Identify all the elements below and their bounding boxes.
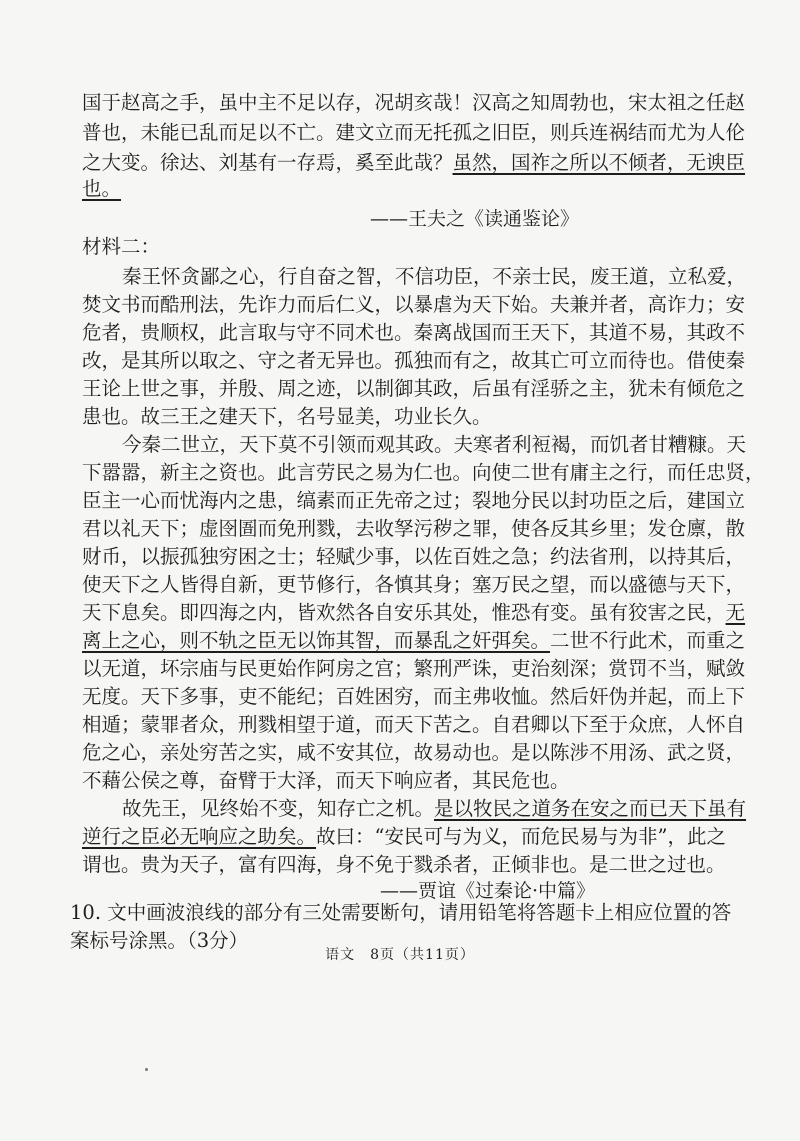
- wavy-underline-segment: 逆行之臣必无响应之助矣。: [82, 825, 317, 848]
- page-footer: 语文 8页（共11页）: [325, 947, 475, 963]
- wavy-underline-segment: 无: [725, 601, 746, 624]
- passage-2-line: 焚文书而酷刑法，先诈力而后仁义，以暴虐为天下始。夫兼并者，高诈力；安: [82, 293, 746, 316]
- passage-1-line: 普也，未能已乱而足以不亡。建文立而无托孤之旧臣，则兵连祸结而尤为人伦: [82, 121, 746, 144]
- passage-2-line: 君以礼天下；虚囹圄而免刑戮，去收孥污秽之罪，使各反其乡里；发仓廪，散: [82, 517, 746, 540]
- passage-2-line: 改，是其所以取之、守之者无异也。孤独而有之，故其亡可立而待也。借使秦: [82, 349, 746, 372]
- passage-2-line: 危者，贵顺权，此言取与守不同术也。秦离战国而王天下，其道不易，其政不: [82, 321, 746, 344]
- passage-2-line: 秦王怀贪鄙之心，行自奋之智，不信功臣，不亲士民，废王道，立私爱，: [122, 265, 747, 288]
- passage-2-line: [122, 796, 746, 822]
- passage-1-line: [82, 150, 745, 176]
- passage-2-line: 臣主一心而忧海内之患，缟素而正先帝之过；裂地分民以封功臣之后，建国立: [82, 489, 746, 512]
- wavy-underline-segment: 离上之心，则不轨之臣无以饰其智，而暴乱之奸弭矣。: [82, 629, 551, 652]
- wavy-underline-segment: 是以牧民之道务在安之而已天下虽有: [434, 797, 747, 820]
- passage-2-text: 故曰：“安民可与为义，而危民易与为非”，此之: [316, 825, 726, 848]
- passage-2-line: 今秦二世立，天下莫不引领而观其政。夫寒者利裋褐，而饥者甘糟糠。天: [122, 433, 747, 456]
- passage-2-text: 故先王，见终始不变，知存亡之机。: [122, 797, 435, 820]
- wavy-underline-segment: 虽然，国祚之所以不倾者，无谀臣: [452, 151, 746, 174]
- passage-1-text: 之大变。徐达、刘基有一存焉，奚至此哉？: [82, 151, 453, 174]
- attribution-1: ——王夫之《读通鉴论》: [370, 208, 580, 230]
- passage-2-line: 相遁；蒙罪者众，刑戮相望于道，而天下苦之。自君卿以下至于众庶，人怀自: [82, 713, 746, 736]
- passage-2-line: 患也。故三王之建天下，名号显美，功业长久。: [82, 405, 492, 428]
- passage-2-line: [82, 628, 745, 654]
- passage-2-line: 不藉公侯之尊，奋臂于大泽，而天下响应者，其民危也。: [82, 769, 570, 792]
- attribution-2: ——贾谊《过秦论·中篇》: [380, 880, 596, 902]
- passage-2-line: 王论上世之事，并殷、周之迹，以制御其政，后虽有淫骄之主，犹未有倾危之: [82, 377, 746, 400]
- passage-2-line: 危之心，亲处穷苦之实，咸不安其位，故易动也。是以陈涉不用汤、武之贤，: [82, 741, 746, 764]
- passage-1-line: 国于赵高之手，虽中主不足以存，况胡亥哉！汉高之知周勃也，宋太祖之任赵: [82, 91, 746, 114]
- passage-2-text: 天下息矣。即四海之内，皆欢然各自安乐其处，惟恐有变。虽有狡害之民，: [82, 601, 726, 624]
- passage-2-line: 使天下之人皆得自新，更节修行，各慎其身；塞万民之望，而以盛德与天下，: [82, 573, 746, 596]
- material-2-label: 材料二：: [82, 235, 161, 258]
- passage-2-line: 下嚣嚣，新主之资也。此言劳民之易为仁也。向使二世有庸主之行，而任忠贤，: [82, 461, 765, 484]
- passage-1-line: [82, 176, 121, 202]
- passage-2-line: [82, 824, 726, 850]
- passage-2-text: 二世不行此术，而重之: [550, 629, 746, 652]
- passage-2-line: 无度。天下多事，吏不能纪；百姓困穷，而主弗收恤。然后奸伪并起，而上下: [82, 685, 746, 708]
- scan-speck: [145, 1068, 148, 1071]
- question-line: 案标号涂黑。（3分）: [70, 929, 249, 952]
- passage-2-line: 以无道，坏宗庙与民更始作阿房之宫；繁刑严诛，吏治刻深；赏罚不当，赋敛: [82, 657, 746, 680]
- passage-2-line: 谓也。贵为天子，富有四海，身不免于戮杀者，正倾非也。是二世之过也。: [82, 853, 726, 876]
- question-line: 10. 文中画波浪线的部分有三处需要断句，请用铅笔将答题卡上相应位置的答: [70, 901, 732, 924]
- passage-2-line: [82, 600, 745, 626]
- passage-2-line: 财币，以振孤独穷困之士；轻赋少事，以佐百姓之急；约法省刑，以持其后，: [82, 545, 746, 568]
- wavy-underline-segment: 也。: [82, 177, 122, 200]
